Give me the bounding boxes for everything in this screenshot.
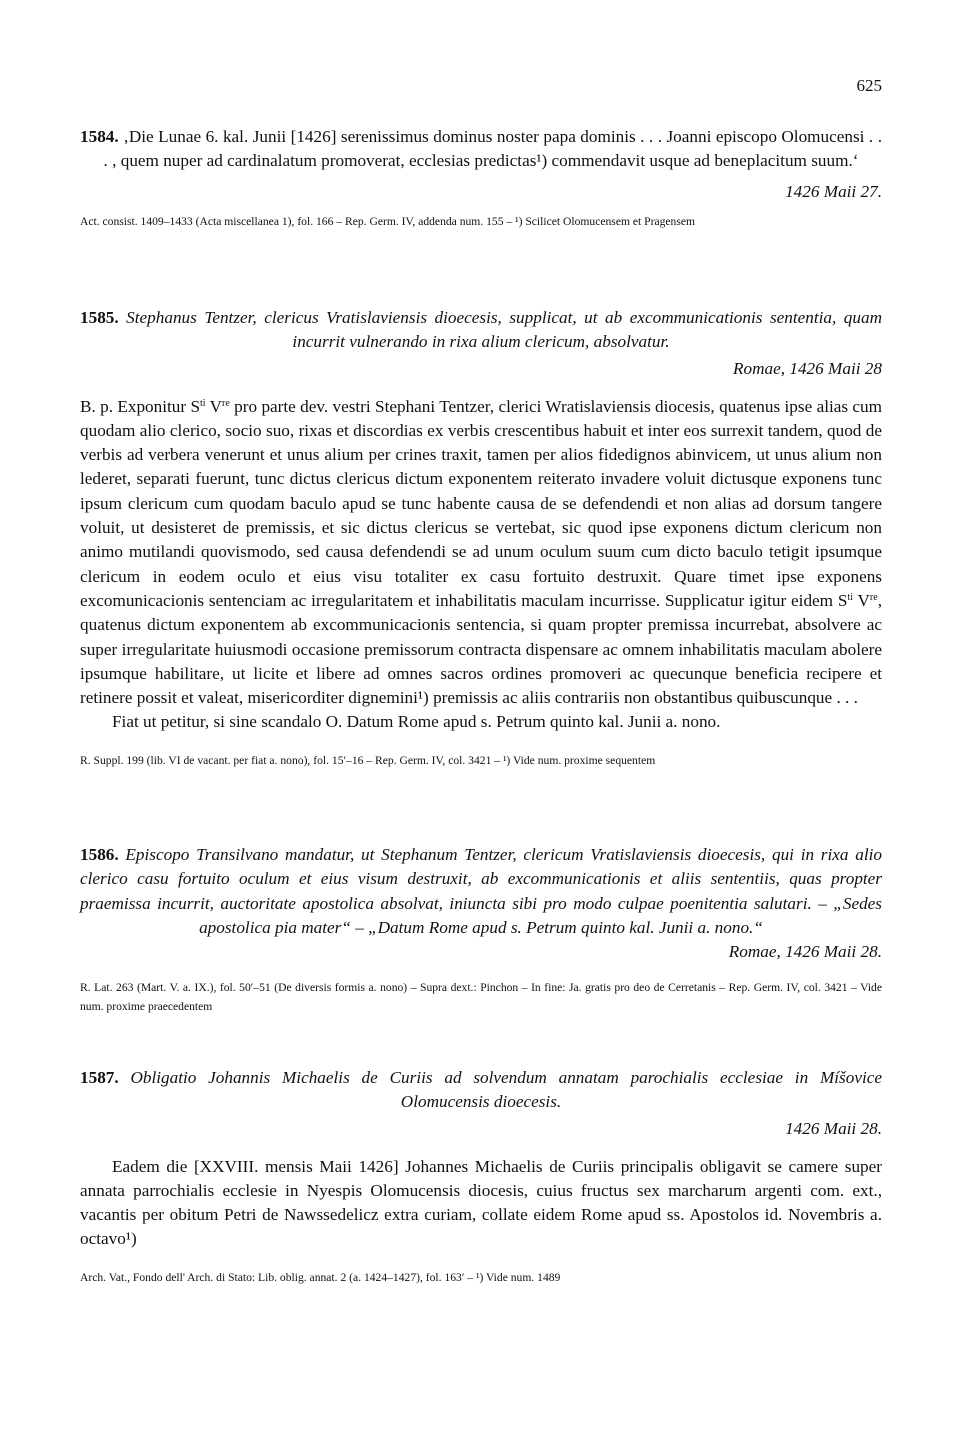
- entry-1585: [80, 306, 882, 770]
- entry-1586-date: Romae, 1426 Maii 28.: [728, 942, 882, 962]
- entry-1584-body: ‚Die Lunae 6. kal. Junii [1426] serenissimus dominus noster papa dominis . . . Joanni episcopo Olomucensi . . . , quem nuper ad cardinalatum promoverat, ecclesias predictas¹) commendavit usque ad beneplacitum suum.‘: [103, 127, 882, 171]
- entry-1584: [80, 125, 882, 231]
- entry-1587: [80, 1066, 882, 1287]
- entry-1587-source: Arch. Vat., Fondo dell' Arch. di Stato: Lib. oblig. annat. 2 (a. 1424–1427), fol. 163′ – ¹) Vide num. 1489: [80, 1270, 561, 1284]
- entry-number: 1587.: [80, 1068, 119, 1087]
- entry-1584-source: Act. consist. 1409–1433 (Acta miscellanea 1), fol. 166 – Rep. Germ. IV, addenda num. 155 – ¹) Scilicet Olomucensem et Pragensem: [80, 214, 696, 228]
- entry-1587-regest: Obligatio Johannis Michaelis de Curiis ad solvendum annatam parochialis ecclesiae in Míšovice Olomucensis dioecesis.: [118, 1068, 882, 1112]
- entry-1586-regest: Episcopo Transilvano mandatur, ut Stephanum Tentzer, clericum Vratislaviensis dioecesis, qui in rixa alio clerico casu fortuito oculum et eius visum destruxit, ab excommunicationis et aliis sententiis, quas propter praemissa incurrit, auctoritate apostolica absolvat, iniuncta sibi pro modo culpae poenitentia salutari. – „Sedes apostolica pia mater“ – „Datum Rome apud s. Petrum quinto kal. Junii a. nono.“: [80, 845, 882, 937]
- entry-1585-body: [80, 395, 882, 711]
- entry-1584-text: [80, 125, 882, 174]
- entry-1585-regest: Stephanus Tentzer, clericus Vratislaviensis dioecesis, supplicat, ut ab excommunicationis sententia, quam incurrit vulnerando in rixa alium clericum, absolvatur.: [118, 308, 882, 352]
- body-part: pro parte dev. vestri Stephani Tentzer, clerici Wratislaviensis diocesis, quatenus ipse alias cum quodam alio clerico, socio suo, rixas et discordias ex verbis crescentibus habuit et inter eos surrexit tandem, quod de verbis ad verbera venerunt et unus alium per crines traxit, tamen per alios fidedignos abinvicem, ut unus alium non lederet, separati fuerunt, tunc dictus clericus dictum exponentem reiterato invadere voluit dictusque exponens tunc ipsum clericum cum quodam baculo apud se tunc habente causa de se defendendi et non alias ad dorsum tangere voluit, ut desisteret de premissis, et sic dictus clericus se vertebat, sic quod ipse exponens dictum clericum non animo mutilandi quovismodo, sed causa defendendi se ad unum oculum suum cum dicto baculo tetigit ipsumque clericum in eodem oculo et eius visu totaliter ex casu fortuito destruxit. Quare timet ipse exponens excomunicacionis sentenciam ac irregularitatem et inhabilitatis maculam incurrisse. Supplicatur igitur eidem S: [80, 396, 883, 610]
- superscript: re: [222, 397, 230, 409]
- page-number: 625: [856, 76, 882, 95]
- entry-1586-title: [80, 843, 882, 940]
- entry-1587-title: [80, 1066, 882, 1115]
- entry-1586: [80, 843, 882, 1016]
- superscript: ti: [847, 591, 853, 603]
- entry-1585-title: [80, 306, 882, 355]
- body-part: B. p. Exponitur S: [80, 396, 201, 416]
- entry-number: 1585.: [80, 308, 119, 327]
- superscript: ti: [200, 397, 206, 409]
- superscript: re: [869, 591, 878, 603]
- body-part: V: [205, 396, 223, 416]
- entry-1585-date: Romae, 1426 Maii 28: [733, 358, 882, 378]
- body-part: V: [853, 590, 870, 610]
- entry-1585-source: R. Suppl. 199 (lib. VI de vacant. per fiat a. nono), fol. 15′–16 – Rep. Germ. IV, col. 3421 – ¹) Vide num. proxime sequentem: [80, 753, 656, 767]
- entry-number: 1586.: [80, 845, 119, 864]
- entry-1587-date: 1426 Maii 28.: [785, 1118, 882, 1138]
- body-part: , quatenus dictum exponentem ab excommunicacionis sentencia, si quam propter premissa incurrebat, absolvere ac super irregularitate huiusmodi occasione premissorum contracta dispensare ac omnem inhabilitatis maculam abolere ipsumque habilitare, ut licite et libere ad omnes sacros ordines promoveri ac quecunque beneficia recipere et retinere possit et valeat, misericorditer dignemini¹) premissis ac aliis contrariis non obstantibus quibuscunque . . .: [80, 590, 882, 708]
- entry-1586-source: R. Lat. 263 (Mart. V. a. IX.), fol. 50′–51 (De diversis formis a. nono) – Supra dext.: Pinchon – In fine: Ja. gratis pro deo de Cerretanis – Rep. Germ. IV, col. 3421 – Vide num. proxime praecedentem: [80, 981, 882, 1014]
- entry-1584-date: 1426 Maii 27.: [785, 181, 882, 201]
- entry-number: 1584.: [80, 127, 119, 146]
- entry-1587-body: Eadem die [XXVIII. mensis Maii 1426] Johannes Michaelis de Curiis principalis obligavit se camere super annata parrochialis ecclesie in Nyespis Olomucensis diocesis, cuius fructus sex marcharum argenti com. ext., vacantis per obitum Petri de Nawssedelicz extra curiam, collate eidem Rome apud ss. Apostolos id. Novembris a. octavo¹): [80, 1156, 882, 1249]
- entry-1585-fiat: Fiat ut petitur, si sine scandalo O. Datum Rome apud s. Petrum quinto kal. Junii a. nono.: [112, 712, 721, 732]
